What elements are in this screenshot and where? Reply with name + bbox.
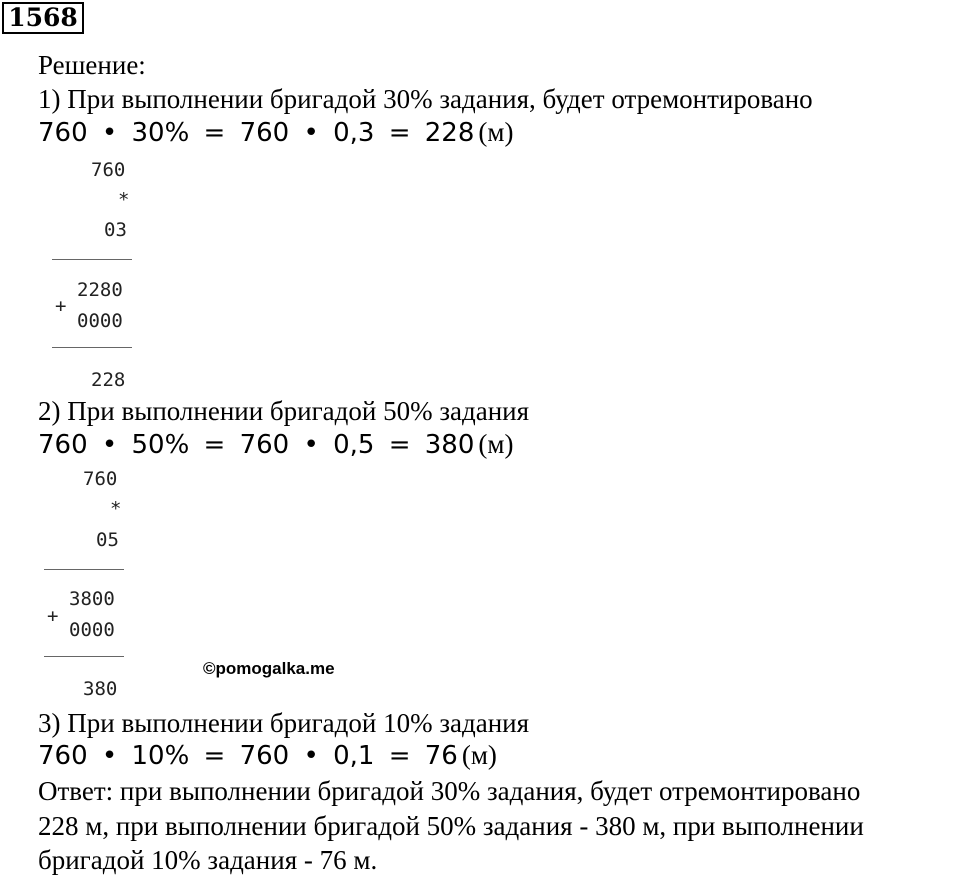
step1-formula-line <box>38 117 513 148</box>
answer-line1: Ответ: при выполнении бригадой 30% задания, будет отремонтировано <box>38 776 861 806</box>
step1-partial1: 2280 <box>77 279 123 301</box>
step1-plus: + <box>55 295 67 317</box>
step1-divider-result <box>52 347 132 348</box>
step2-formula-line <box>38 429 513 460</box>
answer-line2: 228 м, при выполнении бригадой 50% задания - 380 м, при выполнении <box>38 811 864 841</box>
step1-multiplicand: 760 <box>91 159 126 181</box>
step3-text: 3) При выполнении бригадой 10% задания <box>38 708 530 738</box>
step2-partial2: 0000 <box>69 619 115 641</box>
step1-result: 228 <box>91 369 126 391</box>
step2-formula: 760 • 50% = 760 • 0,5 = 380 <box>38 430 475 460</box>
answer-line3: бригадой 10% задания - 76 м. <box>38 845 378 875</box>
step1-multiplier: 03 <box>104 219 127 241</box>
step2-divider <box>44 569 124 570</box>
step1-text: 1) При выполнении бригадой 30% задания, будет отремонтировано <box>38 84 813 114</box>
step2-plus: + <box>47 605 59 627</box>
step2-multiplicand: 760 <box>83 468 118 490</box>
step1-unit: (м) <box>478 117 514 147</box>
solution-heading: Решение: <box>38 50 146 80</box>
step2-unit: (м) <box>478 429 514 459</box>
step2-operator: * <box>110 498 122 520</box>
step2-divider-result <box>44 656 124 657</box>
step1-operator: * <box>118 189 130 211</box>
step3-unit: (м) <box>461 740 497 770</box>
step1-formula: 760 • 30% = 760 • 0,3 = 228 <box>38 118 475 148</box>
step1-divider <box>52 259 132 260</box>
step2-partial1: 3800 <box>69 588 115 610</box>
step2-text: 2) При выполнении бригадой 50% задания <box>38 396 530 426</box>
problem-number: 1568 <box>2 2 84 34</box>
step3-formula-line <box>38 740 497 771</box>
step2-result: 380 <box>83 678 118 700</box>
step2-multiplier: 05 <box>96 529 119 551</box>
step3-formula: 760 • 10% = 760 • 0,1 = 76 <box>38 741 458 771</box>
step1-partial2: 0000 <box>77 310 123 332</box>
watermark: ©pomogalka.me <box>203 659 335 678</box>
